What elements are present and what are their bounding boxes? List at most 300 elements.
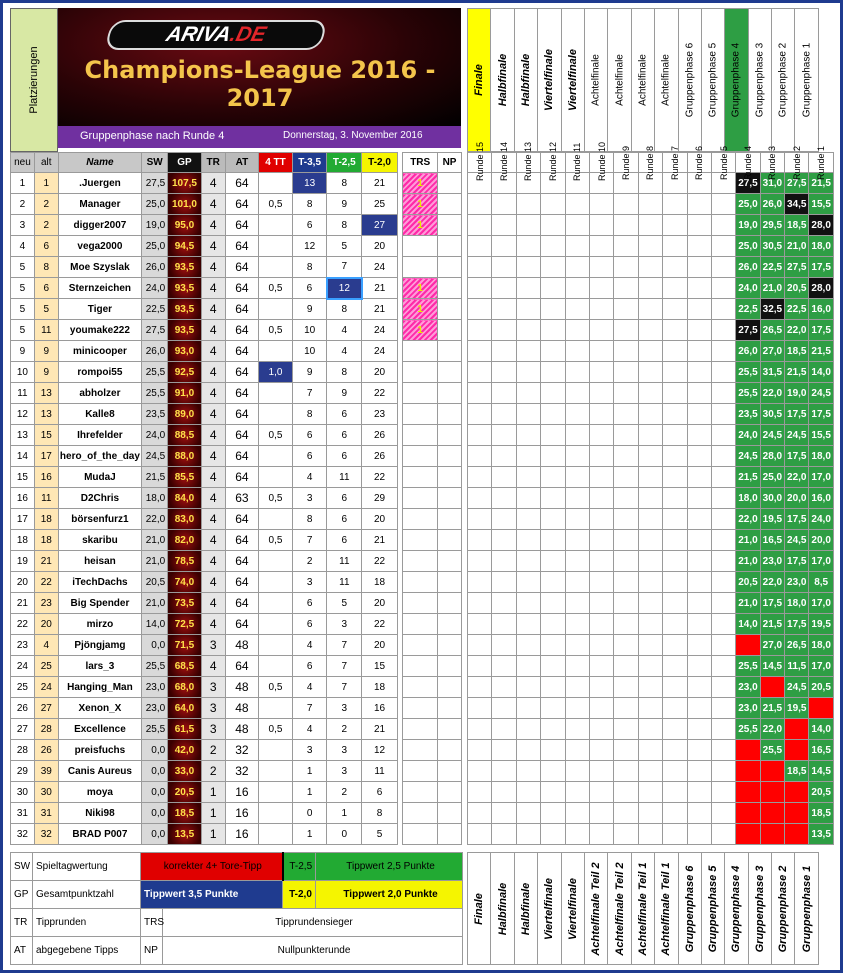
tr-value: 1 bbox=[201, 803, 225, 824]
round-cell bbox=[687, 404, 711, 425]
round-cell bbox=[492, 362, 516, 383]
sw-value: 0,0 bbox=[142, 803, 168, 824]
round-cell bbox=[614, 509, 638, 530]
t25-value: 6 bbox=[327, 488, 362, 509]
table-row bbox=[11, 635, 462, 656]
t35-value: 3 bbox=[292, 488, 327, 509]
round-cell bbox=[638, 215, 662, 236]
round-cell bbox=[589, 257, 613, 278]
round-cell bbox=[468, 404, 492, 425]
round-cell bbox=[589, 446, 613, 467]
round-row bbox=[468, 614, 834, 635]
np-value bbox=[438, 488, 462, 509]
rank-new: 24 bbox=[11, 656, 35, 677]
round-cell bbox=[711, 803, 735, 824]
round-cell bbox=[565, 635, 589, 656]
round-cell bbox=[687, 824, 711, 845]
round-title-3 bbox=[748, 8, 772, 152]
legend-tr-desc: Tipprunden bbox=[33, 909, 141, 937]
round-cell bbox=[711, 320, 735, 341]
table-row bbox=[11, 614, 462, 635]
round-cell: 16,5 bbox=[760, 530, 784, 551]
round-cell bbox=[687, 488, 711, 509]
round-cell bbox=[541, 404, 565, 425]
t25-value: 7 bbox=[327, 677, 362, 698]
round-footer-label: Gruppenphase 1 bbox=[800, 865, 813, 952]
round-footer-label: Achtelfinale Teil 2 bbox=[613, 861, 626, 956]
sw-value: 25,5 bbox=[142, 719, 168, 740]
tr-value: 2 bbox=[201, 740, 225, 761]
t20-value: 20 bbox=[362, 362, 398, 383]
round-title-label: Gruppenphase 5 bbox=[707, 42, 719, 118]
player-name: iTechDachs bbox=[58, 572, 141, 593]
np-value bbox=[438, 530, 462, 551]
round-cell bbox=[492, 551, 516, 572]
gp-value: 88,5 bbox=[168, 425, 202, 446]
gp-value: 73,5 bbox=[168, 593, 202, 614]
t20-value: 26 bbox=[362, 425, 398, 446]
round-cell bbox=[638, 698, 662, 719]
at-value: 64 bbox=[225, 362, 259, 383]
round-cell bbox=[565, 425, 589, 446]
round-col-label: Runde 15 bbox=[474, 141, 485, 181]
t20-value: 21 bbox=[362, 173, 398, 194]
player-name: Xenon_X bbox=[58, 698, 141, 719]
round-cell: 24,5 bbox=[785, 530, 809, 551]
t35-value: 3 bbox=[292, 740, 327, 761]
at-value: 64 bbox=[225, 572, 259, 593]
sw-value: 27,5 bbox=[142, 320, 168, 341]
table-row bbox=[11, 236, 462, 257]
round-cell bbox=[468, 593, 492, 614]
round-title-7 bbox=[654, 8, 678, 152]
round-title-label: Halbfinale bbox=[519, 53, 532, 107]
round-cell: 25,5 bbox=[736, 362, 760, 383]
col-neu: neu bbox=[11, 153, 35, 173]
rank-old: 23 bbox=[34, 593, 58, 614]
tt-value bbox=[259, 257, 293, 278]
round-cell bbox=[541, 341, 565, 362]
round-cell bbox=[638, 635, 662, 656]
round-cell: 22,0 bbox=[785, 320, 809, 341]
at-value: 48 bbox=[225, 698, 259, 719]
trs-value bbox=[403, 782, 438, 803]
gp-value: 61,5 bbox=[168, 719, 202, 740]
round-col-10 bbox=[589, 141, 613, 181]
round-cell bbox=[492, 614, 516, 635]
t20-value: 20 bbox=[362, 635, 398, 656]
round-cell bbox=[468, 698, 492, 719]
round-cell: 26,5 bbox=[785, 635, 809, 656]
col-trs: TRS bbox=[403, 153, 438, 173]
round-cell bbox=[492, 803, 516, 824]
t25-value: 3 bbox=[327, 740, 362, 761]
round-cell bbox=[687, 278, 711, 299]
subtitle: Gruppenphase nach Runde 4 bbox=[80, 130, 225, 142]
t25-value: 8 bbox=[327, 362, 362, 383]
player-name: Niki98 bbox=[58, 803, 141, 824]
gp-value: 83,0 bbox=[168, 509, 202, 530]
rank-old: 18 bbox=[34, 509, 58, 530]
legend-at-desc: abgegebene Tipps bbox=[33, 937, 141, 965]
t25-value: 1 bbox=[327, 803, 362, 824]
t20-value: 24 bbox=[362, 320, 398, 341]
t20-value: 21 bbox=[362, 299, 398, 320]
round-title-2 bbox=[771, 8, 795, 152]
tt-value: 0,5 bbox=[259, 425, 293, 446]
sw-value: 23,0 bbox=[142, 698, 168, 719]
round-cell bbox=[687, 257, 711, 278]
round-title-13 bbox=[514, 8, 538, 152]
round-cell bbox=[760, 761, 784, 782]
sw-value: 21,5 bbox=[142, 467, 168, 488]
round-cell bbox=[663, 446, 687, 467]
table-row bbox=[11, 278, 462, 299]
t20-value: 20 bbox=[362, 236, 398, 257]
at-value: 32 bbox=[225, 761, 259, 782]
rank-old: 2 bbox=[34, 194, 58, 215]
round-cell bbox=[468, 236, 492, 257]
tr-value: 4 bbox=[201, 509, 225, 530]
rank-new: 26 bbox=[11, 698, 35, 719]
rank-new: 5 bbox=[11, 257, 35, 278]
gp-value: 93,5 bbox=[168, 299, 202, 320]
round-row bbox=[468, 698, 834, 719]
tr-value: 4 bbox=[201, 593, 225, 614]
rank-new: 4 bbox=[11, 236, 35, 257]
sw-value: 0,0 bbox=[142, 782, 168, 803]
tt-value bbox=[259, 467, 293, 488]
round-cell bbox=[638, 509, 662, 530]
np-value bbox=[438, 614, 462, 635]
round-cell: 25,5 bbox=[736, 656, 760, 677]
round-cell bbox=[638, 824, 662, 845]
round-cell bbox=[614, 656, 638, 677]
round-cell bbox=[492, 593, 516, 614]
t20-value: 26 bbox=[362, 446, 398, 467]
sw-value: 25,5 bbox=[142, 383, 168, 404]
round-cell bbox=[541, 257, 565, 278]
trs-value bbox=[403, 341, 438, 362]
round-cell bbox=[638, 593, 662, 614]
tr-value: 3 bbox=[201, 635, 225, 656]
round-cell: 24,5 bbox=[785, 425, 809, 446]
round-row bbox=[468, 215, 834, 236]
at-value: 64 bbox=[225, 509, 259, 530]
round-cell: 18,5 bbox=[785, 761, 809, 782]
round-cell bbox=[468, 803, 492, 824]
trs-value bbox=[403, 698, 438, 719]
sw-value: 21,0 bbox=[142, 551, 168, 572]
table-row bbox=[11, 341, 462, 362]
round-cell: 24,5 bbox=[760, 425, 784, 446]
col-np: NP bbox=[438, 153, 462, 173]
round-cell bbox=[614, 551, 638, 572]
t35-value: 2 bbox=[292, 551, 327, 572]
np-value bbox=[438, 551, 462, 572]
round-cell bbox=[589, 509, 613, 530]
t25-value: 7 bbox=[327, 257, 362, 278]
ariva-logo: ARIVA.DE bbox=[104, 20, 327, 50]
t20-value: 6 bbox=[362, 782, 398, 803]
round-cell bbox=[541, 782, 565, 803]
tr-value: 4 bbox=[201, 215, 225, 236]
round-cell bbox=[614, 404, 638, 425]
round-cell bbox=[760, 803, 784, 824]
round-cell bbox=[516, 572, 540, 593]
at-value: 64 bbox=[225, 614, 259, 635]
round-footer-label: Achtelfinale Teil 1 bbox=[660, 861, 673, 956]
round-cell bbox=[492, 404, 516, 425]
round-cell bbox=[468, 656, 492, 677]
t35-value: 7 bbox=[292, 530, 327, 551]
round-cell bbox=[663, 824, 687, 845]
table-row bbox=[11, 425, 462, 446]
round-cell bbox=[589, 362, 613, 383]
round-cell bbox=[565, 803, 589, 824]
round-row bbox=[468, 782, 834, 803]
round-cell bbox=[614, 257, 638, 278]
round-cell bbox=[687, 383, 711, 404]
round-cell bbox=[638, 488, 662, 509]
round-cell bbox=[468, 383, 492, 404]
gp-value: 92,5 bbox=[168, 362, 202, 383]
round-row bbox=[468, 488, 834, 509]
round-cell bbox=[516, 824, 540, 845]
round-cell bbox=[589, 383, 613, 404]
np-value bbox=[438, 677, 462, 698]
round-cell: 14,0 bbox=[809, 719, 833, 740]
round-cell: 23,0 bbox=[736, 677, 760, 698]
t35-value: 4 bbox=[292, 635, 327, 656]
np-value bbox=[438, 362, 462, 383]
round-cell bbox=[516, 320, 540, 341]
round-cell: 25,5 bbox=[736, 383, 760, 404]
round-cell bbox=[711, 383, 735, 404]
round-row bbox=[468, 299, 834, 320]
round-cell bbox=[589, 803, 613, 824]
round-cell bbox=[541, 677, 565, 698]
round-row bbox=[468, 446, 834, 467]
round-cell bbox=[468, 551, 492, 572]
round-cell bbox=[516, 593, 540, 614]
round-footer-15 bbox=[467, 852, 491, 965]
round-cell bbox=[614, 635, 638, 656]
np-value bbox=[438, 236, 462, 257]
round-cell bbox=[541, 761, 565, 782]
round-cell bbox=[516, 404, 540, 425]
round-title-4 bbox=[724, 8, 748, 152]
sw-value: 24,0 bbox=[142, 278, 168, 299]
rounds-table bbox=[467, 141, 834, 845]
rounds-header-row bbox=[468, 153, 834, 173]
round-cell: 19,5 bbox=[785, 698, 809, 719]
round-cell: 22,5 bbox=[785, 299, 809, 320]
t35-value: 10 bbox=[292, 341, 327, 362]
round-cell bbox=[785, 719, 809, 740]
round-cell bbox=[638, 761, 662, 782]
t25-value: 6 bbox=[327, 425, 362, 446]
round-cell bbox=[711, 509, 735, 530]
round-cell bbox=[565, 383, 589, 404]
tr-value: 4 bbox=[201, 236, 225, 257]
table-row bbox=[11, 551, 462, 572]
player-name: abholzer bbox=[58, 383, 141, 404]
np-value bbox=[438, 572, 462, 593]
round-cell bbox=[541, 551, 565, 572]
table-row bbox=[11, 173, 462, 194]
round-cell bbox=[492, 341, 516, 362]
round-cell bbox=[516, 656, 540, 677]
round-cell bbox=[468, 257, 492, 278]
rank-old: 20 bbox=[34, 614, 58, 635]
gp-value: 91,0 bbox=[168, 383, 202, 404]
trs-value bbox=[403, 488, 438, 509]
round-cell: 17,5 bbox=[809, 320, 833, 341]
round-cell bbox=[589, 698, 613, 719]
t20-value: 24 bbox=[362, 257, 398, 278]
rank-new: 25 bbox=[11, 677, 35, 698]
rank-new: 14 bbox=[11, 446, 35, 467]
round-cell bbox=[614, 278, 638, 299]
round-cell bbox=[589, 425, 613, 446]
at-value: 64 bbox=[225, 425, 259, 446]
round-cell bbox=[565, 341, 589, 362]
round-cell: 18,0 bbox=[809, 446, 833, 467]
round-cell bbox=[638, 278, 662, 299]
tt-value: 0,5 bbox=[259, 530, 293, 551]
round-cell bbox=[614, 446, 638, 467]
tt-value bbox=[259, 383, 293, 404]
round-cell: 21,0 bbox=[736, 593, 760, 614]
round-cell bbox=[638, 425, 662, 446]
round-title-5 bbox=[701, 8, 725, 152]
round-cell bbox=[516, 467, 540, 488]
t25-value: 8 bbox=[327, 215, 362, 236]
sw-value: 19,0 bbox=[142, 215, 168, 236]
rank-new: 9 bbox=[11, 341, 35, 362]
round-cell bbox=[565, 614, 589, 635]
round-cell bbox=[589, 320, 613, 341]
rank-old: 30 bbox=[34, 782, 58, 803]
round-row bbox=[468, 572, 834, 593]
t35-value: 12 bbox=[292, 236, 327, 257]
round-cell bbox=[711, 740, 735, 761]
round-cell: 26,5 bbox=[760, 320, 784, 341]
at-value: 16 bbox=[225, 803, 259, 824]
sw-value: 20,5 bbox=[142, 572, 168, 593]
t20-value: 23 bbox=[362, 404, 398, 425]
round-row bbox=[468, 194, 834, 215]
round-cell bbox=[492, 236, 516, 257]
round-cell bbox=[663, 236, 687, 257]
round-cell bbox=[711, 824, 735, 845]
tr-value: 4 bbox=[201, 173, 225, 194]
table-row bbox=[11, 698, 462, 719]
round-cell bbox=[468, 761, 492, 782]
round-cell: 24,0 bbox=[736, 425, 760, 446]
round-cell bbox=[687, 782, 711, 803]
round-cell bbox=[711, 530, 735, 551]
rank-new: 1 bbox=[11, 173, 35, 194]
round-cell bbox=[468, 677, 492, 698]
round-footer-3 bbox=[748, 852, 772, 965]
round-cell bbox=[468, 278, 492, 299]
round-cell bbox=[516, 383, 540, 404]
np-value bbox=[438, 446, 462, 467]
round-cell bbox=[516, 257, 540, 278]
tt-value bbox=[259, 173, 293, 194]
rank-old: 18 bbox=[34, 530, 58, 551]
rank-new: 23 bbox=[11, 635, 35, 656]
round-cell: 17,5 bbox=[785, 404, 809, 425]
round-cell bbox=[565, 656, 589, 677]
round-title-9 bbox=[607, 8, 631, 152]
round-cell bbox=[516, 614, 540, 635]
round-title-11 bbox=[561, 8, 585, 152]
t25-value: 6 bbox=[327, 509, 362, 530]
legend-row-3 bbox=[11, 909, 463, 937]
round-cell bbox=[468, 467, 492, 488]
round-cell bbox=[614, 740, 638, 761]
round-row bbox=[468, 551, 834, 572]
t20-value: 18 bbox=[362, 677, 398, 698]
sw-value: 26,0 bbox=[142, 257, 168, 278]
trs-value: 1 bbox=[403, 299, 438, 320]
round-title-label: Gruppenphase 1 bbox=[801, 42, 813, 118]
at-value: 64 bbox=[225, 446, 259, 467]
round-cell bbox=[614, 362, 638, 383]
round-cell bbox=[760, 824, 784, 845]
round-cell bbox=[516, 761, 540, 782]
player-name: lars_3 bbox=[58, 656, 141, 677]
t25-value: 6 bbox=[327, 404, 362, 425]
round-cell bbox=[687, 656, 711, 677]
round-cell: 18,0 bbox=[809, 635, 833, 656]
round-cell bbox=[589, 614, 613, 635]
round-row bbox=[468, 509, 834, 530]
table-row bbox=[11, 803, 462, 824]
rank-old: 31 bbox=[34, 803, 58, 824]
tr-value: 4 bbox=[201, 194, 225, 215]
player-name: D2Chris bbox=[58, 488, 141, 509]
round-cell bbox=[468, 824, 492, 845]
tr-value: 1 bbox=[201, 782, 225, 803]
round-cell bbox=[516, 446, 540, 467]
round-col-label: Runde 3 bbox=[767, 145, 778, 180]
t25-value: 6 bbox=[327, 530, 362, 551]
round-row bbox=[468, 824, 834, 845]
trs-value bbox=[403, 257, 438, 278]
table-row bbox=[11, 824, 462, 845]
round-cell bbox=[711, 299, 735, 320]
at-value: 16 bbox=[225, 824, 259, 845]
round-cell bbox=[541, 656, 565, 677]
round-cell bbox=[589, 740, 613, 761]
legend-row-1 bbox=[11, 853, 463, 881]
round-cell bbox=[589, 215, 613, 236]
round-cell bbox=[541, 824, 565, 845]
round-footer-label: Gruppenphase 3 bbox=[753, 865, 766, 952]
round-cell bbox=[492, 635, 516, 656]
np-value bbox=[438, 782, 462, 803]
at-value: 64 bbox=[225, 194, 259, 215]
round-cell bbox=[614, 614, 638, 635]
round-cell bbox=[638, 236, 662, 257]
legend-t35-desc: Tippwert 3,5 Punkte bbox=[141, 881, 283, 909]
t25-value: 9 bbox=[327, 194, 362, 215]
round-cell bbox=[736, 803, 760, 824]
